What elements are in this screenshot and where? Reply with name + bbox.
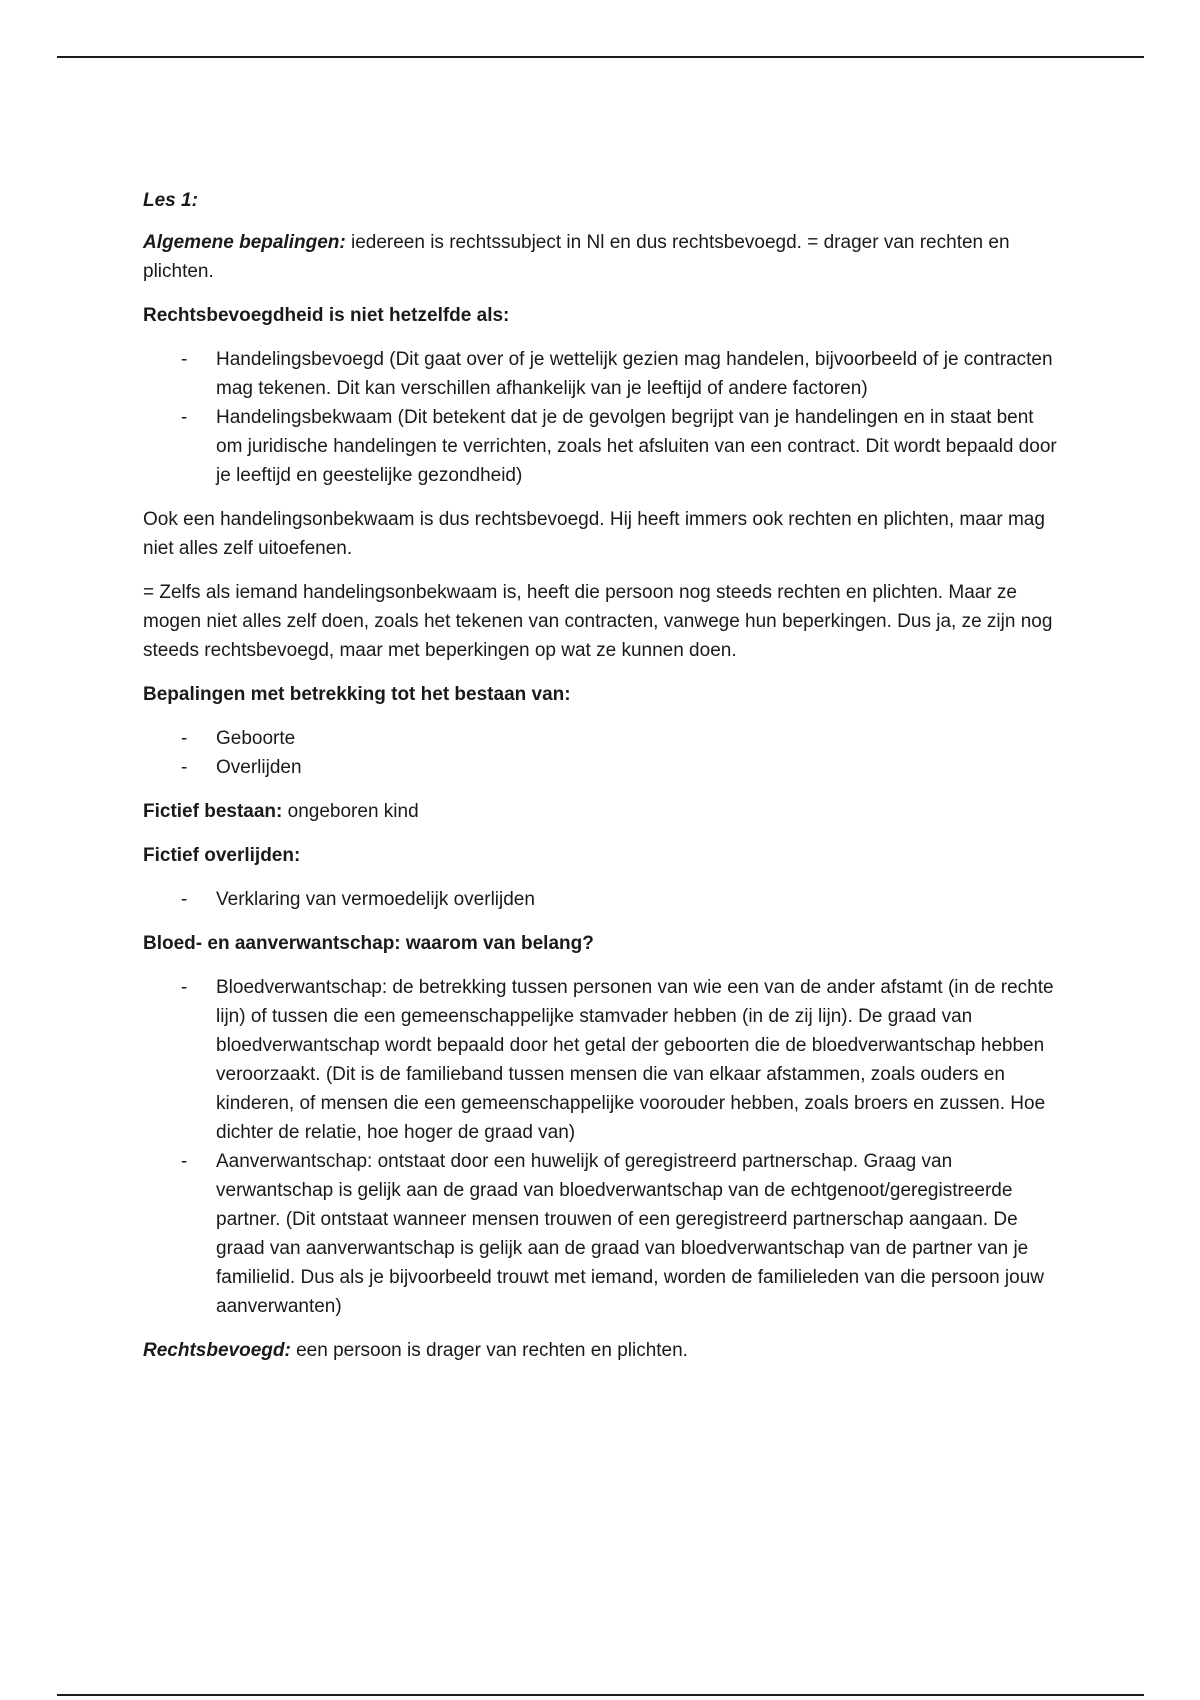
list-fictief-overlijden [143, 885, 1063, 914]
paragraph-handelingsonbekwaam: Ook een handelingsonbekwaam is dus rechtsbevoegd. Hij heeft immers ook rechten en plichten, maar mag niet alles zelf uitoefenen. [143, 509, 1045, 559]
paragraph-algemene-bepalingen [143, 228, 1063, 286]
page-title: Les 1: [143, 190, 198, 211]
heading-fictief-overlijden: Fictief overlijden: [143, 845, 301, 866]
definition-rechtsbevoegd: een persoon is drager van rechten en plichten. [290, 1340, 688, 1361]
term-fictief-bestaan: Fictief bestaan: [143, 801, 283, 822]
list-bevoegdheid [143, 345, 1063, 490]
document-body [143, 186, 1063, 1380]
heading-bestaan: Bepalingen met betrekking tot het bestaan van: [143, 684, 571, 705]
paragraph-fictief-bestaan [143, 797, 1063, 826]
heading-rechtsbevoegdheid: Rechtsbevoegdheid is niet hetzelfde als: [143, 305, 510, 326]
list-item: - Geboorte [143, 724, 1063, 753]
list-item: - Handelingsbekwaam (Dit betekent dat je de gevolgen begrijpt van je handelingen en in staat bent om juridische handelingen te verrichten, zoals het afsluiten van een contract. Dit wordt bepaald door je leeftijd en geestelijke gezondheid) [143, 403, 1063, 490]
footer-rule [57, 1694, 1144, 1696]
definition-algemene-bepalingen: iedereen is rechtssubject in Nl en dus rechtsbevoegd. = drager van rechten en plichten. [143, 232, 1010, 282]
list-item: - Verklaring van vermoedelijk overlijden [143, 885, 1063, 914]
list-bestaan [143, 724, 1063, 782]
list-verwantschap [143, 973, 1063, 1321]
list-item: - Handelingsbevoegd (Dit gaat over of je wettelijk gezien mag handelen, bijvoorbeeld of je contracten mag tekenen. Dit kan verschillen afhankelijk van je leeftijd of andere factoren) [143, 345, 1063, 403]
definition-fictief-bestaan: ongeboren kind [282, 801, 419, 822]
list-item: - Aanverwantschap: ontstaat door een huwelijk of geregistreerd partnerschap. Graag van verwantschap is gelijk aan de graad van bloedverwantschap van de echtgenoot/geregistreerde partner. (Dit ontstaat wanneer mensen trouwen of een geregistreerd partnerschap aangaan. De graad van aanverwantschap is gelijk aan de graad van bloedverwantschap van de partner van je familielid. Dus als je bijvoorbeeld trouwt met iemand, worden de familieleden van die persoon jouw aanverwanten) [143, 1147, 1063, 1321]
paragraph-rechtsbevoegd [143, 1336, 1063, 1365]
list-item: - Overlijden [143, 753, 1063, 782]
heading-verwantschap: Bloed- en aanverwantschap: waarom van belang? [143, 933, 594, 954]
term-rechtsbevoegd: Rechtsbevoegd: [143, 1340, 291, 1361]
term-algemene-bepalingen: Algemene bepalingen: [143, 232, 346, 253]
paragraph-handelingsonbekwaam-explanation: = Zelfs als iemand handelingsonbekwaam is, heeft die persoon nog steeds rechten en plichten. Maar ze mogen niet alles zelf doen, zoals het tekenen van contracten, vanwege hun beperkingen. Dus ja, ze zijn nog steeds rechtsbevoegd, maar met beperkingen op wat ze kunnen doen. [143, 582, 1053, 661]
header-rule [57, 56, 1144, 58]
list-item: - Bloedverwantschap: de betrekking tussen personen van wie een van de ander afstamt (in de rechte lijn) of tussen die een gemeenschappelijke stamvader hebben (in de zij lijn). De graad van bloedverwantschap wordt bepaald door het getal der geboorten die de bloedverwantschap hebben veroorzaakt. (Dit is de familieband tussen mensen die van elkaar afstammen, zoals ouders en kinderen, of mensen die een gemeenschappelijke voorouder hebben, zoals broers en zussen. Hoe dichter de relatie, hoe hoger de graad van) [143, 973, 1063, 1147]
